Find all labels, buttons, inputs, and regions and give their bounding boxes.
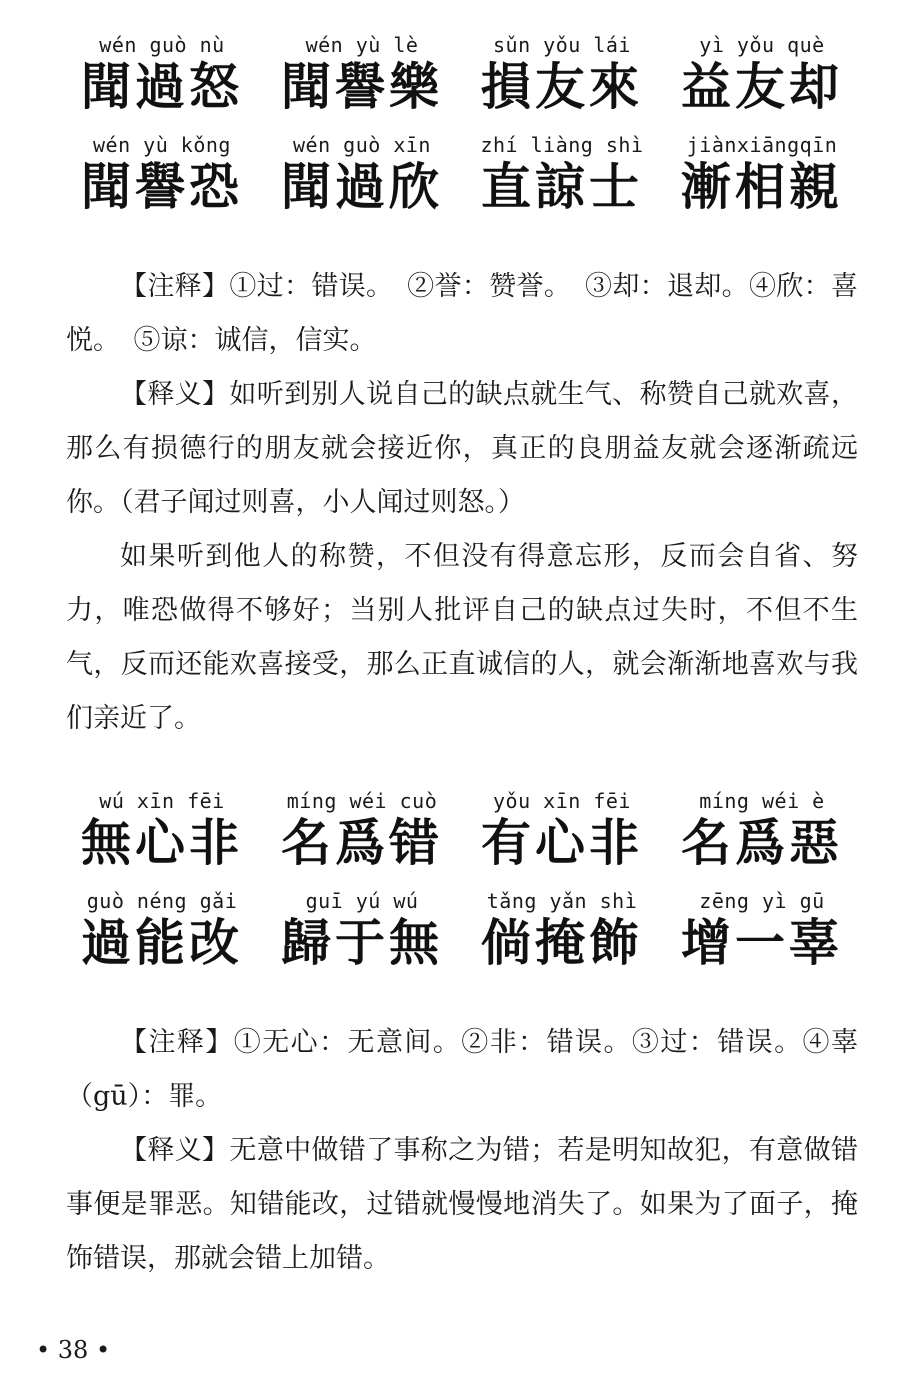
verse-characters: 名爲错 xyxy=(281,813,443,872)
verse-phrase xyxy=(462,788,662,888)
pinyin-annotation: wén guò xīn xyxy=(293,133,431,157)
pinyin-annotation: zhí liàng shì xyxy=(480,133,644,157)
verse-phrase xyxy=(262,132,462,232)
pinyin-annotation: míng wéi cuò xyxy=(286,789,438,813)
verse-row xyxy=(62,888,862,988)
verse-phrase xyxy=(462,32,662,132)
pinyin-annotation: wén yù kǒng xyxy=(93,133,231,157)
verse-characters: 名爲惡 xyxy=(681,813,843,872)
verse-phrase xyxy=(262,888,462,988)
pinyin-annotation: sǔn yǒu lái xyxy=(493,33,631,57)
verse-characters: 直諒士 xyxy=(481,157,643,216)
verse-phrase xyxy=(62,132,262,232)
verse-block-2 xyxy=(62,788,862,988)
verse-characters: 增一辜 xyxy=(681,913,843,972)
verse-row xyxy=(62,32,862,132)
verse-characters: 過能改 xyxy=(81,913,243,972)
verse-characters: 損友來 xyxy=(481,57,643,116)
pinyin-annotation: yì yǒu què xyxy=(699,33,825,57)
verse-phrase xyxy=(462,888,662,988)
pinyin-annotation: guī yú wú xyxy=(305,889,419,913)
interpretation-paragraph: 【释义】如听到别人说自己的缺点就生气、称赞自己就欢喜，那么有损德行的朋友就会接近你，真正的良朋益友就会逐渐疏远你。（君子闻过则喜，小人闻过则怒。） xyxy=(66,379,858,518)
pinyin-annotation: míng wéi è xyxy=(699,789,825,813)
verse-characters: 益友却 xyxy=(681,57,843,116)
pinyin-annotation: wú xīn fēi xyxy=(99,789,225,813)
verse-characters: 倘掩飾 xyxy=(481,913,643,972)
verse-characters: 有心非 xyxy=(481,813,643,872)
verse-phrase xyxy=(662,32,862,132)
verse-phrase xyxy=(262,788,462,888)
annotation-paragraph: 【注释】①过：错误。 ②誉：赞誉。 ③却：退却。④欣：喜悦。 ⑤谅：诚信，信实。 xyxy=(66,271,858,356)
pinyin-annotation: tǎng yǎn shì xyxy=(486,889,638,913)
verse-phrase xyxy=(62,32,262,132)
page-number: • 38 • xyxy=(36,1336,111,1364)
verse-phrase xyxy=(662,788,862,888)
verse-row xyxy=(62,132,862,232)
verse-phrase xyxy=(462,132,662,232)
pinyin-annotation: yǒu xīn fēi xyxy=(493,789,631,813)
commentary-paragraph: 如果听到他人的称赞，不但没有得意忘形，反而会自省、努力，唯恐做得不够好；当别人批评自己的缺点过失时，不但不生气，反而还能欢喜接受，那么正直诚信的人，就会渐渐地喜欢与我们亲近了。 xyxy=(66,541,858,734)
pinyin-annotation: wén yù lè xyxy=(305,33,419,57)
verse-characters: 歸于無 xyxy=(281,913,443,972)
interpretation-paragraph: 【释义】无意中做错了事称之为错；若是明知故犯，有意做错事便是罪恶。知错能改，过错就慢慢地消失了。如果为了面子，掩饰错误，那就会错上加错。 xyxy=(66,1135,858,1274)
pinyin-annotation: zēng yì gū xyxy=(699,889,825,913)
verse-characters: 聞過怒 xyxy=(81,57,243,116)
verse-characters: 無心非 xyxy=(81,813,243,872)
verse-characters: 聞譽樂 xyxy=(281,57,443,116)
verse-phrase xyxy=(662,888,862,988)
verse-characters: 聞譽恐 xyxy=(81,157,243,216)
pinyin-annotation: jiànxiāngqīn xyxy=(686,133,838,157)
verse-phrase xyxy=(262,32,462,132)
verse-phrase xyxy=(62,788,262,888)
pinyin-annotation: guò néng gǎi xyxy=(86,889,238,913)
annotation-paragraph: 【注释】①无心：无意间。②非：错误。③过：错误。④辜（gū）：罪。 xyxy=(66,1027,858,1112)
pinyin-annotation: wén guò nù xyxy=(99,33,225,57)
verse-block-1 xyxy=(62,32,862,232)
verse-characters: 漸相親 xyxy=(681,157,843,216)
verse-phrase xyxy=(662,132,862,232)
verse-row xyxy=(62,788,862,888)
verse-characters: 聞過欣 xyxy=(281,157,443,216)
verse-phrase xyxy=(62,888,262,988)
